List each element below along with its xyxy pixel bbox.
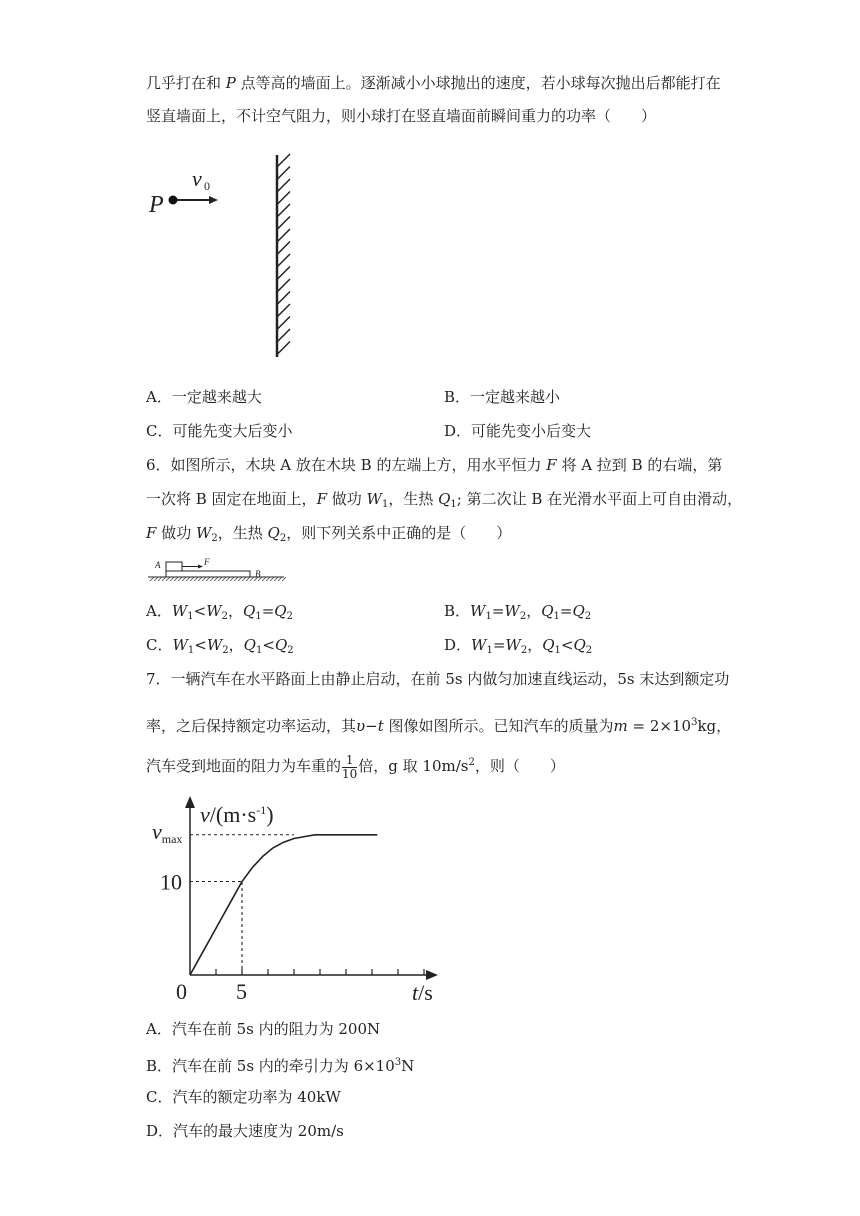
x-axis-label: t/s	[412, 980, 433, 1005]
ground-hatch-mark	[222, 577, 226, 581]
q7-option-b[interactable]: B．汽车在前 5s 内的牵引力为 $6\times 10^3N$	[146, 1057, 415, 1075]
ground-hatch-mark	[170, 577, 174, 581]
q5-option-a[interactable]: A．一定越来越大	[146, 388, 262, 406]
q6-option-d[interactable]: D．$W_1=W_2$，$Q_1<Q_2$	[444, 636, 593, 656]
wall-hatch-mark	[277, 267, 290, 280]
ground-hatch-mark	[190, 577, 194, 581]
ground-hatch-mark	[266, 577, 270, 581]
wall-hatch-mark	[277, 167, 290, 180]
wall-hatch-mark	[277, 242, 290, 255]
wall-hatch-mark	[277, 292, 290, 305]
y-tick-label-10: 10	[160, 869, 182, 895]
ground-hatch-mark	[226, 577, 230, 581]
q7-text-line-3: 汽车受到地面的阻力为车重的 $\frac{1}{10}$ 倍，g 取 $10m/s^2$，则（ ）	[146, 752, 565, 781]
wall-hatch-mark	[277, 304, 290, 317]
q6-option-a[interactable]: A．$W_1<W_2$，$Q_1=Q_2$	[146, 602, 293, 622]
wall-hatch-mark	[277, 204, 290, 217]
ground-hatch-mark	[250, 577, 254, 581]
force-f-label: F	[204, 557, 210, 567]
ground-hatch-mark	[178, 577, 182, 581]
q7-text-line-2: 率，之后保持额定功率运动，其υ−t 图像如图所示。已知汽车的质量为$m = 2\times 10^3kg$，	[146, 717, 732, 735]
ground-hatch-mark	[218, 577, 222, 581]
wall-hatch-mark	[277, 154, 290, 167]
ground-hatch-mark	[246, 577, 250, 581]
ground-hatch-mark	[234, 577, 238, 581]
ground-hatch-mark	[282, 577, 286, 581]
x-axis-arrow	[426, 970, 438, 980]
block-b-label: B	[255, 569, 261, 579]
ground-hatch-mark	[182, 577, 186, 581]
q5-text-line-2: 竖直墙面上，不计空气阻力，则小球打在竖直墙面前瞬间重力的功率（ ）	[146, 107, 657, 125]
y-tick-label-vmax: vmax	[152, 818, 183, 846]
one-tenth-fraction: $\frac{1}{10}$	[342, 752, 358, 781]
ground-hatch-mark	[274, 577, 278, 581]
q7-vt-chart	[140, 790, 450, 1010]
wall-hatch-mark	[277, 342, 290, 355]
velocity-label: v	[192, 166, 202, 191]
ground-hatch-mark	[174, 577, 178, 581]
q7-option-a[interactable]: A．汽车在前 5s 内的阻力为 200N	[146, 1020, 381, 1038]
y-axis-label: $v/(m\cdot s^{-1})$	[200, 802, 274, 827]
q6-text-line-2: 一次将 B 固定在地面上，F 做功 $W_1$，生热 $Q_1$; 第二次让 B 在光滑水平面上可自由滑动，	[146, 490, 743, 510]
q5-wall-figure	[140, 150, 310, 365]
y-axis-arrow	[185, 796, 195, 808]
ground-hatch-mark	[202, 577, 206, 581]
ground-hatch-mark	[166, 577, 170, 581]
ground-hatch-mark	[158, 577, 162, 581]
ground-hatch-mark	[198, 577, 202, 581]
ground-hatch-mark	[154, 577, 158, 581]
velocity-subscript: 0	[204, 179, 210, 193]
ground-hatch-mark	[270, 577, 274, 581]
point-p-label: P	[149, 192, 164, 218]
q7-text-line-1: 7．一辆汽车在水平路面上由静止启动，在前 5s 内做匀加速直线运动，5s 末达到额定功	[146, 670, 730, 688]
wall-hatch-mark	[277, 192, 290, 205]
ground-hatch-mark	[242, 577, 246, 581]
q6-option-c[interactable]: C．$W_1<W_2$，$Q_1<Q_2$	[146, 636, 294, 656]
wall-hatch-mark	[277, 179, 290, 192]
block-a-label: A	[155, 560, 161, 570]
ground-hatch-mark	[278, 577, 282, 581]
ground-hatch-mark	[194, 577, 198, 581]
q6-blocks-figure	[146, 556, 286, 586]
q5-option-b[interactable]: B．一定越来越小	[444, 388, 561, 406]
wall-hatch-mark	[277, 317, 290, 330]
ground-hatch-mark	[214, 577, 218, 581]
x-tick-label-5: 5	[236, 979, 247, 1004]
ground-hatch-mark	[262, 577, 266, 581]
ground-hatch-mark	[238, 577, 242, 581]
velocity-curve	[190, 835, 377, 975]
wall-hatch-mark	[277, 279, 290, 292]
q7-option-c[interactable]: C．汽车的额定功率为 40kW	[146, 1088, 341, 1106]
wall-hatch-mark	[277, 254, 290, 267]
q6-text-line-3: F 做功 $W_2$，生热 $Q_2$，则下列关系中正确的是（ ）	[146, 524, 512, 544]
q6-option-b[interactable]: B．$W_1=W_2$，$Q_1=Q_2$	[444, 602, 592, 622]
q5-text-line-1: 几乎打在和 P 点等高的墙面上。逐渐减小小球抛出的速度，若小球每次抛出后都能打在	[146, 74, 721, 92]
q7-option-d[interactable]: D．汽车的最大速度为 20m/s	[146, 1122, 344, 1140]
ground-hatch-mark	[162, 577, 166, 581]
q5-option-d[interactable]: D．可能先变小后变大	[444, 422, 592, 440]
ground-hatch-mark	[230, 577, 234, 581]
wall-hatch-mark	[277, 229, 290, 242]
q6-text-line-1: 6．如图所示，木块 A 放在木块 B 的左端上方，用水平恒力 F 将 A 拉到 B 的右端，第	[146, 456, 723, 474]
q5-option-c[interactable]: C．可能先变大后变小	[146, 422, 293, 440]
wall-hatch-mark	[277, 217, 290, 230]
x-tick-label-0: 0	[176, 979, 187, 1004]
ground-hatch-mark	[150, 577, 154, 581]
ground-hatch-mark	[186, 577, 190, 581]
ground-hatch-mark	[206, 577, 210, 581]
ground-hatch-mark	[210, 577, 214, 581]
wall-hatch-mark	[277, 329, 290, 342]
